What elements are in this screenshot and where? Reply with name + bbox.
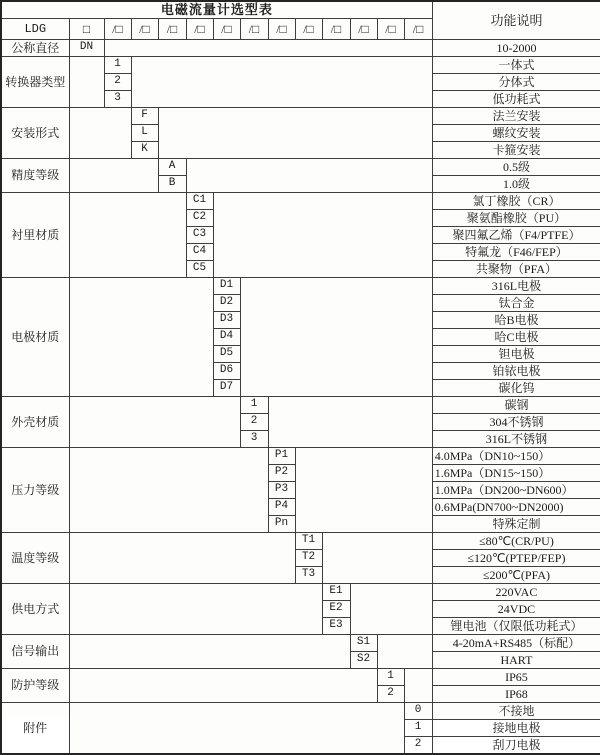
model-slot-cell: /□ bbox=[213, 19, 240, 40]
spacer-cell bbox=[350, 584, 432, 635]
desc-cell: 特氟龙（F46/FEP） bbox=[432, 244, 600, 261]
code-cell: 1 bbox=[240, 397, 268, 414]
spacer-cell bbox=[104, 40, 432, 57]
desc-cell: ≤80℃(CR/PU) bbox=[432, 533, 600, 550]
spacer-cell bbox=[69, 278, 213, 397]
code-cell: F bbox=[131, 108, 158, 125]
code-cell: C1 bbox=[186, 193, 213, 210]
spacer-cell bbox=[69, 533, 295, 584]
model-slot-cell: /□ bbox=[158, 19, 186, 40]
section-label-lining-material: 衬里材质 bbox=[1, 193, 69, 278]
code-cell: S2 bbox=[350, 652, 377, 669]
spacer-cell bbox=[69, 635, 350, 669]
desc-cell: 螺纹安装 bbox=[432, 125, 600, 142]
code-cell: Pn bbox=[268, 516, 295, 533]
desc-cell: 卡箍安装 bbox=[432, 142, 600, 159]
model-slot-cell: /□ bbox=[295, 19, 322, 40]
code-cell: L bbox=[131, 125, 158, 142]
model-slot-cell: /□ bbox=[240, 19, 268, 40]
section-label-accessories: 附件 bbox=[1, 703, 69, 755]
code-cell: C2 bbox=[186, 210, 213, 227]
desc-cell: IP65 bbox=[432, 669, 600, 686]
desc-cell: 共聚物（PFA） bbox=[432, 261, 600, 278]
spacer-cell bbox=[186, 159, 432, 193]
code-cell: K bbox=[131, 142, 158, 159]
desc-cell: 聚四氟乙烯（F4/PTFE） bbox=[432, 227, 600, 244]
spacer-cell bbox=[377, 635, 432, 669]
model-slot-cell: /□ bbox=[186, 19, 213, 40]
desc-cell: 氯丁橡胶（CR） bbox=[432, 193, 600, 210]
spacer-cell bbox=[69, 397, 240, 448]
spacer-cell bbox=[69, 108, 131, 159]
model-slot-cell: /□ bbox=[350, 19, 377, 40]
model-slot-cell: /□ bbox=[104, 19, 131, 40]
code-cell: D6 bbox=[213, 363, 240, 380]
desc-cell: 316L电极 bbox=[432, 278, 600, 295]
desc-cell: 1.0级 bbox=[432, 176, 600, 193]
code-cell: C3 bbox=[186, 227, 213, 244]
model-box-cell: □ bbox=[69, 19, 104, 40]
desc-cell: 锂电池（仅限低功耗式） bbox=[432, 618, 600, 635]
code-cell: T1 bbox=[295, 533, 322, 550]
spacer-cell bbox=[69, 703, 404, 755]
code-cell: D4 bbox=[213, 329, 240, 346]
code-cell: E2 bbox=[322, 601, 350, 618]
model-slot-cell: /□ bbox=[131, 19, 158, 40]
code-cell: D5 bbox=[213, 346, 240, 363]
section-label-signal-output: 信号输出 bbox=[1, 635, 69, 669]
desc-cell: 碳钢 bbox=[432, 397, 600, 414]
code-cell: 1 bbox=[377, 669, 404, 686]
desc-cell: 钛合金 bbox=[432, 295, 600, 312]
code-cell: P3 bbox=[268, 482, 295, 499]
desc-cell: 1.6MPa（DN15~150） bbox=[432, 465, 600, 482]
desc-cell: 0.5级 bbox=[432, 159, 600, 176]
code-cell: T3 bbox=[295, 567, 322, 584]
code-cell: 3 bbox=[104, 91, 131, 108]
desc-cell: 哈B电极 bbox=[432, 312, 600, 329]
section-label-temperature-rating: 温度等级 bbox=[1, 533, 69, 584]
model-slot-cell: /□ bbox=[268, 19, 295, 40]
desc-cell: 法兰安装 bbox=[432, 108, 600, 125]
code-cell: 0 bbox=[404, 703, 432, 720]
desc-cell: 4-20mA+RS485（标配） bbox=[432, 635, 600, 652]
code-cell: 3 bbox=[240, 431, 268, 448]
spacer-cell bbox=[240, 278, 432, 397]
spacer-cell bbox=[404, 669, 432, 703]
spacer-cell bbox=[213, 193, 432, 278]
code-cell: 2 bbox=[404, 737, 432, 755]
spacer-cell bbox=[322, 533, 432, 584]
section-label-housing-material: 外壳材质 bbox=[1, 397, 69, 448]
code-cell: E1 bbox=[322, 584, 350, 601]
spacer-cell bbox=[131, 57, 432, 108]
code-cell: B bbox=[158, 176, 186, 193]
code-cell: D1 bbox=[213, 278, 240, 295]
model-slot-cell: /□ bbox=[377, 19, 404, 40]
code-cell: 1 bbox=[404, 720, 432, 737]
spacer-cell bbox=[268, 397, 432, 448]
desc-cell: 10-2000 bbox=[432, 40, 600, 57]
code-cell: E3 bbox=[322, 618, 350, 635]
desc-cell: 接地电极 bbox=[432, 720, 600, 737]
desc-cell: 低功耗式 bbox=[432, 91, 600, 108]
code-cell: P4 bbox=[268, 499, 295, 516]
code-cell: S1 bbox=[350, 635, 377, 652]
spacer-cell bbox=[295, 448, 432, 533]
desc-cell: 刮刀电极 bbox=[432, 737, 600, 755]
model-prefix-cell: LDG bbox=[1, 19, 69, 40]
desc-cell: 1.0MPa（DN200~DN600） bbox=[432, 482, 600, 499]
desc-cell: 碳化钨 bbox=[432, 380, 600, 397]
table-title: 电磁流量计选型表 bbox=[1, 1, 432, 19]
desc-cell: 分体式 bbox=[432, 74, 600, 91]
spacer-cell bbox=[69, 669, 377, 703]
spacer-cell bbox=[69, 159, 158, 193]
desc-cell: 24VDC bbox=[432, 601, 600, 618]
desc-cell: 4.0MPa（DN10~150） bbox=[432, 448, 600, 465]
code-cell: 1 bbox=[104, 57, 131, 74]
desc-cell: 聚氨酯橡胶（PU） bbox=[432, 210, 600, 227]
desc-cell: ≤200℃(PFA) bbox=[432, 567, 600, 584]
desc-cell: 不接地 bbox=[432, 703, 600, 720]
section-label-power-supply: 供电方式 bbox=[1, 584, 69, 635]
function-description-header: 功能说明 bbox=[432, 1, 600, 40]
spacer-cell bbox=[69, 448, 268, 533]
desc-cell: 特殊定制 bbox=[432, 516, 600, 533]
section-label-converter-type: 转换器类型 bbox=[1, 57, 69, 108]
code-cell: P2 bbox=[268, 465, 295, 482]
code-cell: 2 bbox=[104, 74, 131, 91]
section-label-accuracy-class: 精度等级 bbox=[1, 159, 69, 193]
code-cell: D7 bbox=[213, 380, 240, 397]
code-cell: C4 bbox=[186, 244, 213, 261]
desc-cell: 0.6MPa(DN700~DN2000) bbox=[432, 499, 600, 516]
code-cell: P1 bbox=[268, 448, 295, 465]
model-slot-cell: /□ bbox=[404, 19, 432, 40]
spacer-cell bbox=[69, 584, 322, 635]
code-cell: A bbox=[158, 159, 186, 176]
desc-cell: 哈C电极 bbox=[432, 329, 600, 346]
code-cell: D3 bbox=[213, 312, 240, 329]
section-label-protection-rating: 防护等级 bbox=[1, 669, 69, 703]
desc-cell: 316L不锈钢 bbox=[432, 431, 600, 448]
section-label-electrode-material: 电极材质 bbox=[1, 278, 69, 397]
section-label-pressure-rating: 压力等级 bbox=[1, 448, 69, 533]
section-label-nominal-diameter: 公称直径 bbox=[1, 40, 69, 57]
code-cell: DN bbox=[69, 40, 104, 57]
model-slot-cell: /□ bbox=[322, 19, 350, 40]
code-cell: D2 bbox=[213, 295, 240, 312]
desc-cell: 220VAC bbox=[432, 584, 600, 601]
desc-cell: ≤120℃(PTEP/FEP) bbox=[432, 550, 600, 567]
spacer-cell bbox=[69, 57, 104, 108]
code-cell: 2 bbox=[240, 414, 268, 431]
code-cell: C5 bbox=[186, 261, 213, 278]
spacer-cell bbox=[69, 193, 186, 278]
section-label-installation-type: 安装形式 bbox=[1, 108, 69, 159]
code-cell: T2 bbox=[295, 550, 322, 567]
desc-cell: 一体式 bbox=[432, 57, 600, 74]
spacer-cell bbox=[158, 108, 432, 159]
desc-cell: IP68 bbox=[432, 686, 600, 703]
desc-cell: HART bbox=[432, 652, 600, 669]
desc-cell: 钽电极 bbox=[432, 346, 600, 363]
desc-cell: 铂铱电极 bbox=[432, 363, 600, 380]
desc-cell: 304不锈钢 bbox=[432, 414, 600, 431]
code-cell: 2 bbox=[377, 686, 404, 703]
